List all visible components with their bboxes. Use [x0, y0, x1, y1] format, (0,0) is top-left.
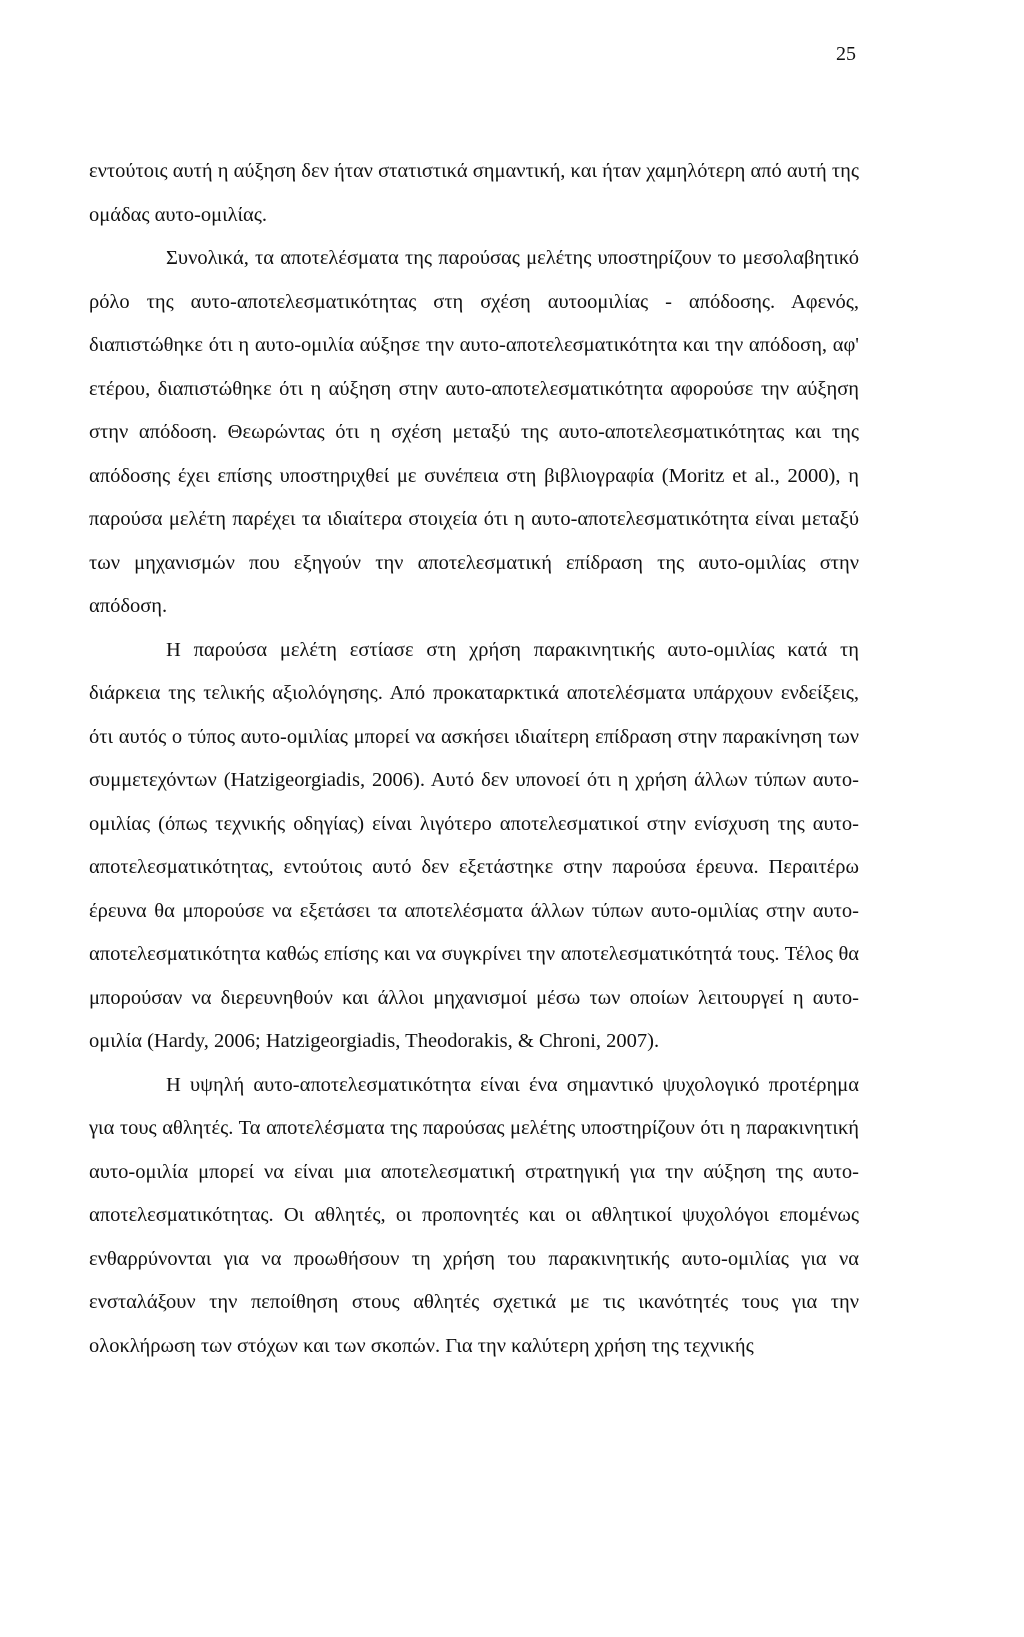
page-number: 25 — [836, 43, 856, 65]
paragraph-continuation: εντούτοις αυτή η αύξηση δεν ήταν στατιστικά σημαντική, και ήταν χαμηλότερη από αυτή της ομάδας αυτο-ομιλίας. — [89, 160, 859, 226]
body-text — [89, 150, 859, 1368]
paragraph-motivational-self-talk: Η παρούσα μελέτη εστίασε στη χρήση παρακινητικής αυτο-ομιλίας κατά τη διάρκεια της τελικής αξιολόγησης. Από προκαταρκτικά αποτελέσματα υπάρχουν ενδείξεις, ότι αυτός ο τύπος αυτο-ομιλίας μπορεί να ασκήσει ιδιαίτερη επίδραση στην παρακίνηση των συμμετεχόντων (Hatzigeorgiadis, 2006). Αυτό δεν υπονοεί ότι η χρήση άλλων τύπων αυτο-ομιλίας (όπως τεχνικής οδηγίας) είναι λιγότερο αποτελεσματικοί στην ενίσχυση της αυτο-αποτελεσματικότητας, εντούτοις αυτό δεν εξετάστηκε στην παρούσα έρευνα. Περαιτέρω έρευνα θα μπορούσε να εξετάσει τα αποτελέσματα άλλων τύπων αυτο-ομιλίας στην αυτο-αποτελεσματικότητα καθώς επίσης και να συγκρίνει την αποτελεσματικότητά τους. Τέλος θα μπορούσαν να διερευνηθούν και άλλοι μηχανισμοί μέσω των οποίων λειτουργεί η αυτο-ομιλία (Hardy, 2006; Hatzigeorgiadis, Theodorakis, & Chroni, 2007). — [89, 638, 859, 1052]
paragraph-mediating-role: Συνολικά, τα αποτελέσματα της παρούσας μελέτης υποστηρίζουν το μεσολαβητικό ρόλο της αυτο-αποτελεσματικότητας στη σχέση αυτοομιλίας - απόδοσης. Αφενός, διαπιστώθηκε ότι η αυτο-ομιλία αύξησε την αυτο-αποτελεσματικότητα και την απόδοση, αφ' ετέρου, διαπιστώθηκε ότι η αύξηση στην αυτο-αποτελεσματικότητα αφορούσε την αύξηση στην απόδοση. Θεωρώντας ότι η σχέση μεταξύ της αυτο-αποτελεσματικότητας και της απόδοσης έχει επίσης υποστηριχθεί με συνέπεια στη βιβλιογραφία (Moritz et al., 2000), η παρούσα μελέτη παρέχει τα ιδιαίτερα στοιχεία ότι η αυτο-αποτελεσματικότητα είναι μεταξύ των μηχανισμών που εξηγούν την αποτελεσματική επίδραση της αυτο-ομιλίας στην απόδοση. — [89, 247, 859, 617]
paragraph-high-self-efficacy: Η υψηλή αυτο-αποτελεσματικότητα είναι ένα σημαντικό ψυχολογικό προτέρημα για τους αθλητές. Τα αποτελέσματα της παρούσας μελέτης υποστηρίζουν ότι η παρακινητική αυτο-ομιλία μπορεί να είναι μια αποτελεσματική στρατηγική για την αύξηση της αυτο-αποτελεσματικότητας. Οι αθλητές, οι προπονητές και οι αθλητικοί ψυχολόγοι επομένως ενθαρρύνονται για να προωθήσουν τη χρήση του παρακινητικής αυτο-ομιλίας για να ενσταλάξουν την πεποίθηση στους αθλητές σχετικά με τις ικανότητές τους για την ολοκλήρωση των στόχων και των σκοπών. Για την καλύτερη χρήση της τεχνικής — [89, 1073, 859, 1357]
